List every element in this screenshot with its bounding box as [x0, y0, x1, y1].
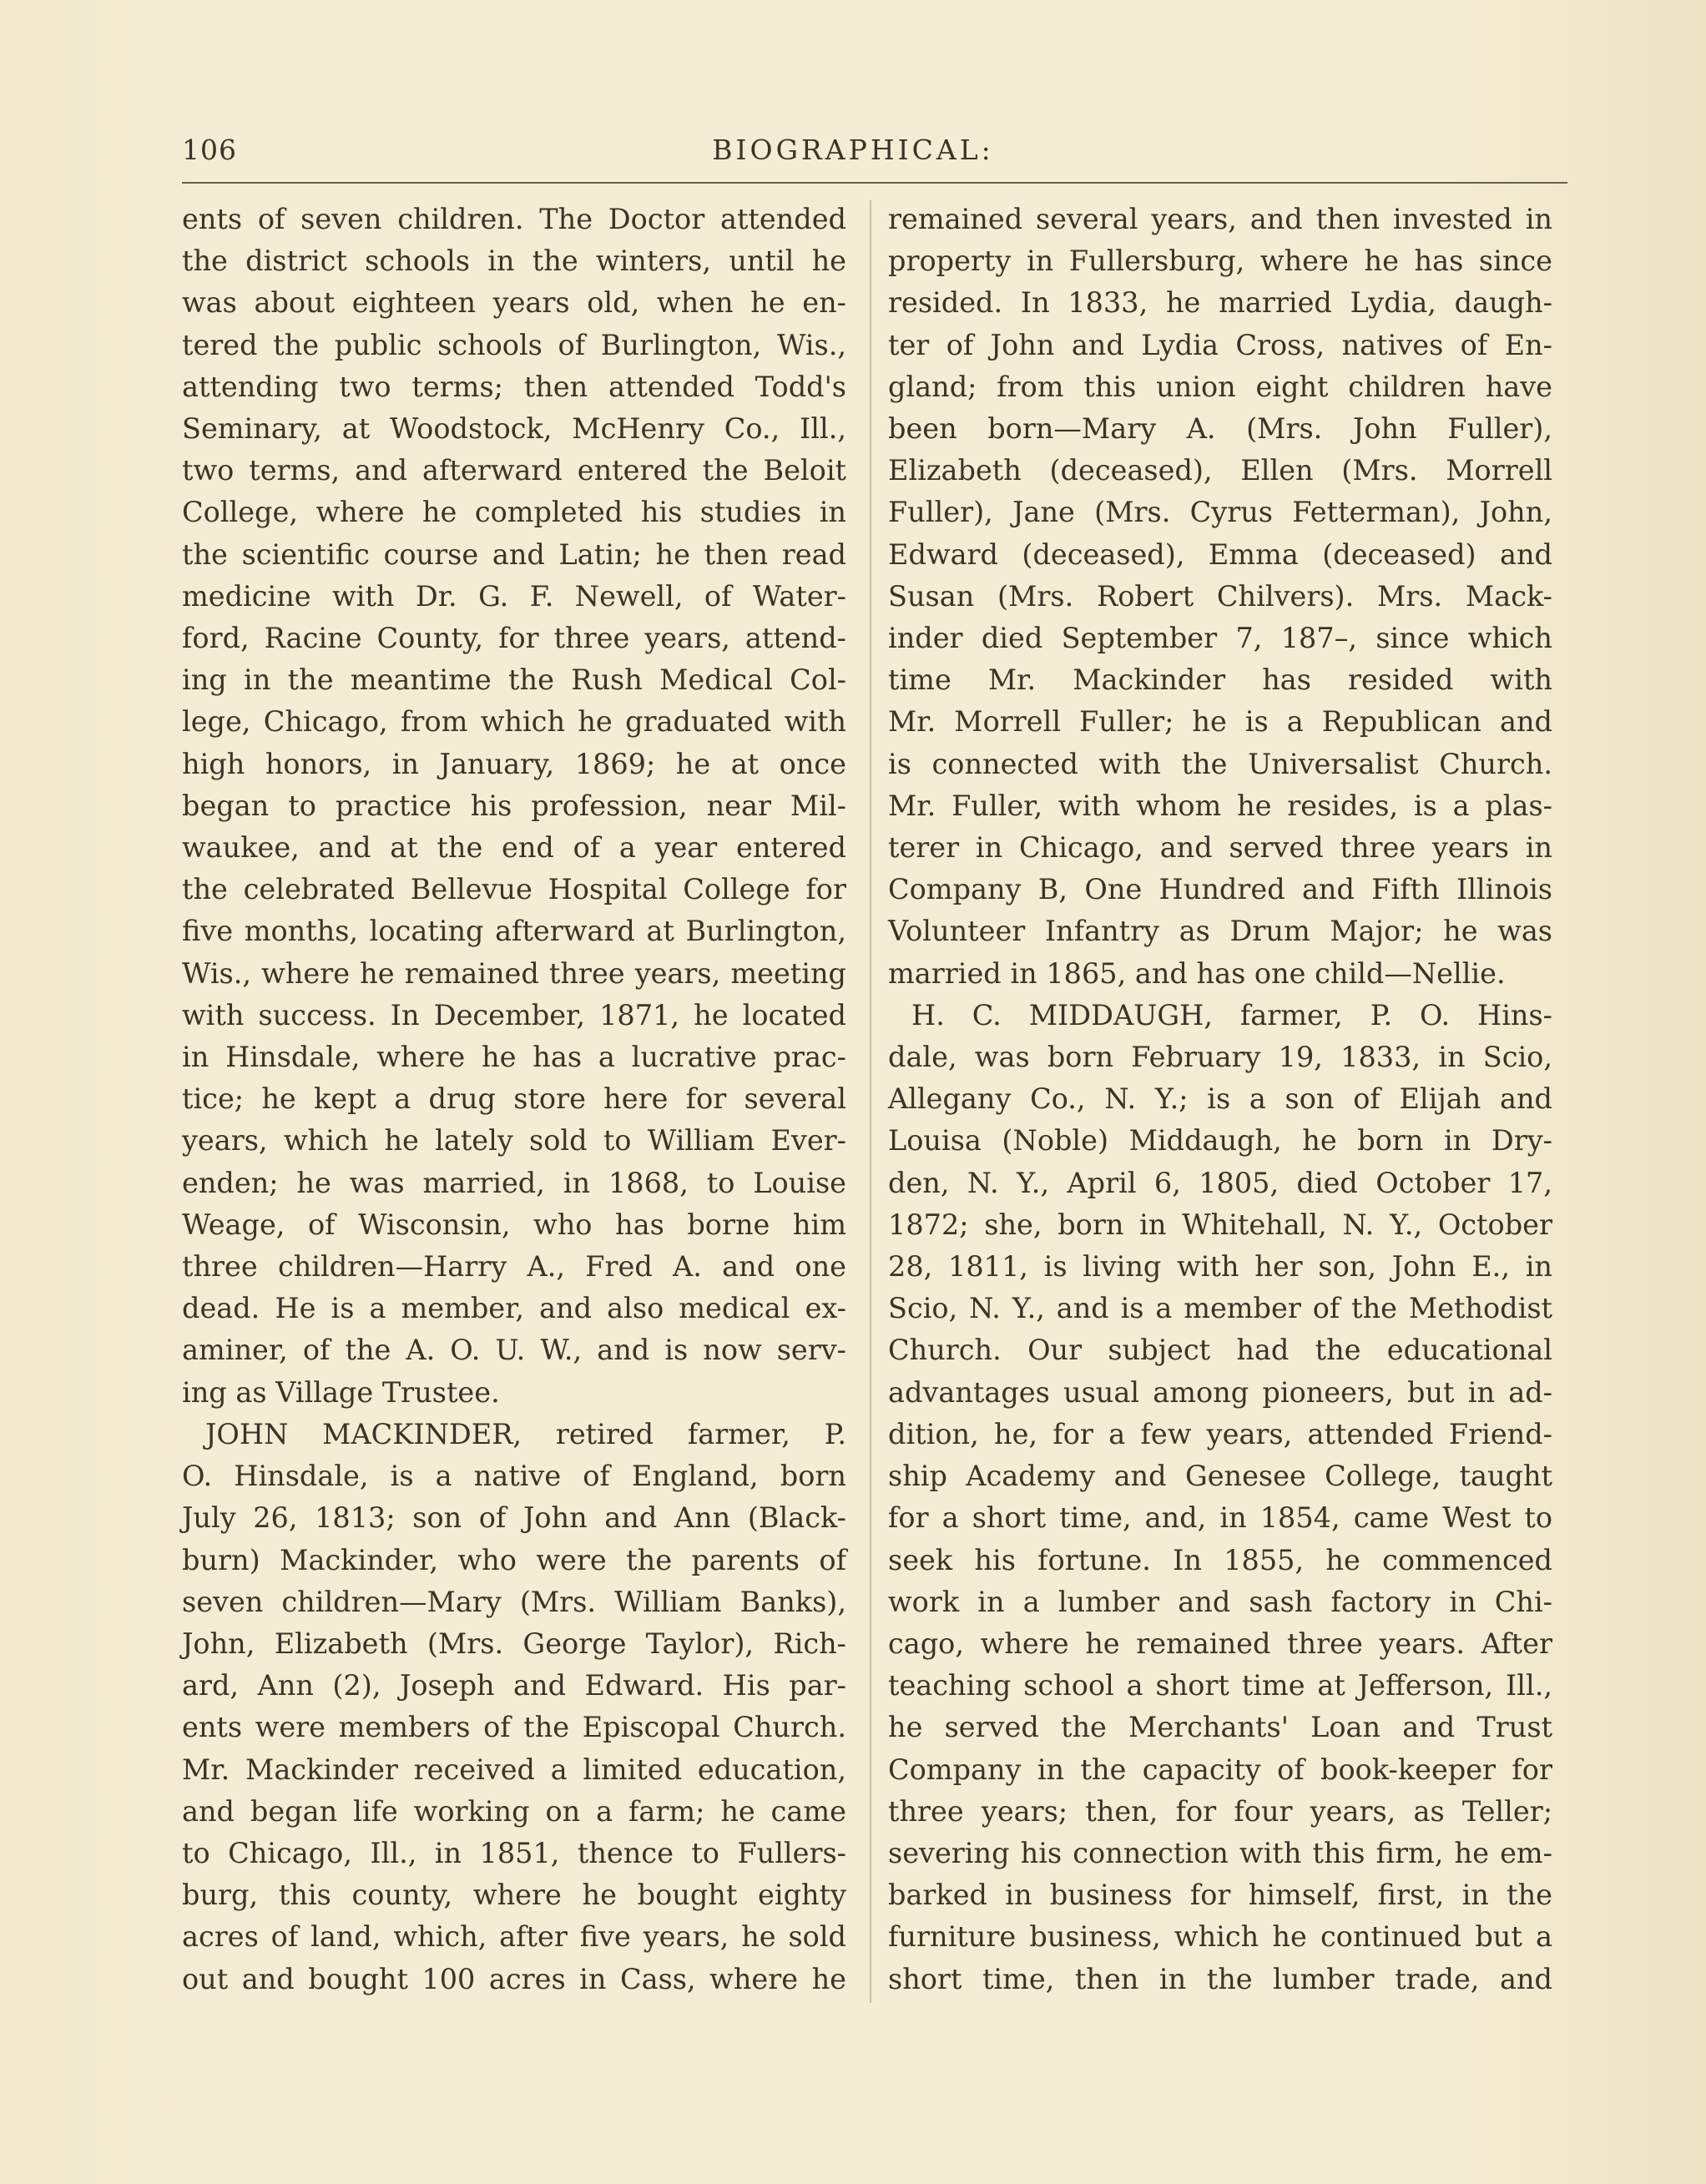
text-line: with success. In December, 1871, he located [182, 998, 846, 1031]
text-line: ard, Ann (2), Joseph and Edward. His par- [182, 1669, 846, 1702]
text-line: Fuller), Jane (Mrs. Cyrus Fetterman), John, [888, 496, 1552, 529]
text-line: Allegany Co., N. Y.; is a son of Elijah and [888, 1082, 1552, 1116]
text-line: was about eighteen years old, when he en- [182, 286, 846, 320]
text-line: JOHN MACKINDER, retired farmer, P. [205, 1417, 846, 1450]
text-line: ship Academy and Genesee College, taught [888, 1460, 1552, 1493]
text-line: enden; he was married, in 1868, to Louise [182, 1166, 846, 1199]
text-line: dead. He is a member, and also medical ex- [182, 1292, 846, 1325]
text-line: two terms, and afterward entered the Beloit [182, 454, 846, 487]
text-line: property in Fullersburg, where he has since [888, 245, 1552, 278]
text-line: ents of seven children. The Doctor attended [182, 203, 846, 235]
text-line: the celebrated Bellevue Hospital College for [182, 873, 846, 906]
text-line: to Chicago, Ill., in 1851, thence to Fullers- [182, 1836, 846, 1869]
text-line: ing in the meantime the Rush Medical Col- [182, 663, 846, 697]
text-line: began to practice his profession, near Mil- [182, 789, 846, 822]
text-line: 28, 1811, is living with her son, John E., in [888, 1250, 1552, 1284]
text-line: time Mr. Mackinder has resided with [888, 663, 1552, 697]
text-line: Mr. Fuller, with whom he resides, is a plas- [888, 789, 1552, 822]
text-line: burn) Mackinder, who were the parents of [182, 1543, 846, 1576]
text-line: burg, this county, where he bought eighty [182, 1879, 846, 1912]
text-line: 1872; she, born in Whitehall, N. Y., October [888, 1208, 1552, 1241]
left-column [182, 199, 846, 2000]
text-line: lege, Chicago, from which he graduated with [182, 705, 846, 739]
text-line: dale, was born February 19, 1833, in Scio, [888, 1041, 1552, 1074]
text-line: waukee, and at the end of a year entered [182, 831, 846, 865]
text-line: ter of John and Lydia Cross, natives of En- [888, 328, 1552, 361]
text-line: severing his connection with this firm, he em- [888, 1836, 1552, 1869]
text-line: O. Hinsdale, is a native of England, born [182, 1460, 846, 1493]
column-divider [870, 200, 871, 2003]
text-line: high honors, in January, 1869; he at once [182, 747, 846, 780]
text-line: Edward (deceased), Emma (deceased) and [888, 537, 1552, 571]
text-line: Company B, One Hundred and Fifth Illinois [888, 873, 1552, 906]
text-line: five months, locating afterward at Burlington, [182, 915, 846, 948]
text-line: resided. In 1833, he married Lydia, daugh- [888, 286, 1552, 320]
text-line: Scio, N. Y., and is a member of the Methodist [888, 1292, 1552, 1325]
text-line: ents were members of the Episcopal Church. [182, 1711, 846, 1744]
text-line: College, where he completed his studies in [182, 496, 846, 529]
text-line: teaching school a short time at Jefferson, Ill., [888, 1669, 1552, 1702]
text-line: seven children—Mary (Mrs. William Banks), [182, 1585, 846, 1618]
text-line: Elizabeth (deceased), Ellen (Mrs. Morrell [888, 454, 1552, 487]
text-line: is connected with the Universalist Church. [888, 747, 1552, 780]
text-line: Mr. Mackinder received a limited education, [182, 1753, 846, 1786]
text-line: den, N. Y., April 6, 1805, died October 17, [888, 1166, 1552, 1199]
text-line: advantages usual among pioneers, but in ad- [888, 1375, 1552, 1409]
text-line: remained several years, and then invested in [888, 203, 1552, 235]
text-line: tice; he kept a drug store here for several [182, 1082, 846, 1116]
text-line: Mr. Morrell Fuller; he is a Republican and [888, 705, 1552, 739]
text-line: seek his fortune. In 1855, he commenced [888, 1543, 1552, 1576]
text-line: short time, then in the lumber trade, and [888, 1962, 1552, 1995]
text-line: inder died September 7, 187–, since which [888, 622, 1552, 655]
text-line: medicine with Dr. G. F. Newell, of Water- [182, 579, 846, 613]
text-line: furniture business, which he continued but a [888, 1920, 1552, 1954]
right-column [888, 199, 1552, 2000]
text-line: cago, where he remained three years. After [888, 1627, 1552, 1660]
text-line: the district schools in the winters, until he [182, 245, 846, 278]
text-line: Company in the capacity of book-keeper for [888, 1753, 1552, 1786]
text-line: ing as Village Trustee. [182, 1375, 500, 1409]
header-rule [182, 182, 1567, 184]
text-line: Wis., where he remained three years, meeting [182, 956, 846, 990]
text-line: Louisa (Noble) Middaugh, he born in Dry- [888, 1124, 1552, 1158]
text-line: three years; then, for four years, as Teller; [888, 1794, 1552, 1828]
text-line: Church. Our subject had the educational [888, 1334, 1552, 1367]
text-line: three children—Harry A., Fred A. and one [182, 1250, 846, 1284]
text-line: acres of land, which, after five years, he sold [182, 1920, 846, 1954]
text-line: he served the Merchants' Loan and Trust [888, 1711, 1552, 1744]
text-line: married in 1865, and has one child—Nellie. [888, 956, 1506, 990]
text-line: years, which he lately sold to William Ever- [182, 1124, 846, 1158]
text-line: been born—Mary A. (Mrs. John Fuller), [888, 412, 1552, 446]
text-line: in Hinsdale, where he has a lucrative prac- [182, 1041, 846, 1074]
text-line: Volunteer Infantry as Drum Major; he was [888, 915, 1552, 948]
text-line: terer in Chicago, and served three years in [888, 831, 1552, 865]
text-line: and began life working on a farm; he came [182, 1794, 846, 1828]
text-line: tered the public schools of Burlington, Wis., [182, 328, 846, 361]
text-line: for a short time, and, in 1854, came West to [888, 1501, 1552, 1535]
text-line: barked in business for himself, first, in the [888, 1879, 1552, 1912]
text-line: attending two terms; then attended Todd's [182, 370, 846, 403]
text-line: H. C. MIDDAUGH, farmer, P. O. Hins- [911, 998, 1552, 1031]
text-line: Seminary, at Woodstock, McHenry Co., Ill., [182, 412, 846, 446]
text-line: Weage, of Wisconsin, who has borne him [182, 1208, 846, 1241]
text-line: John, Elizabeth (Mrs. George Taylor), Rich- [182, 1627, 846, 1660]
text-line: the scientific course and Latin; he then read [182, 537, 846, 571]
text-line: work in a lumber and sash factory in Chi- [888, 1585, 1552, 1618]
text-line: dition, he, for a few years, attended Friend- [888, 1417, 1552, 1450]
running-head: BIOGRAPHICAL: [712, 134, 994, 166]
text-line: ford, Racine County, for three years, attend- [182, 622, 846, 655]
text-line: out and bought 100 acres in Cass, where he [182, 1962, 846, 1995]
text-line: Susan (Mrs. Robert Chilvers). Mrs. Mack- [888, 579, 1552, 613]
text-line: aminer, of the A. O. U. W., and is now serv- [182, 1334, 846, 1367]
page-number: 106 [182, 134, 237, 166]
text-line: July 26, 1813; son of John and Ann (Black- [182, 1501, 846, 1535]
text-line: gland; from this union eight children have [888, 370, 1552, 403]
